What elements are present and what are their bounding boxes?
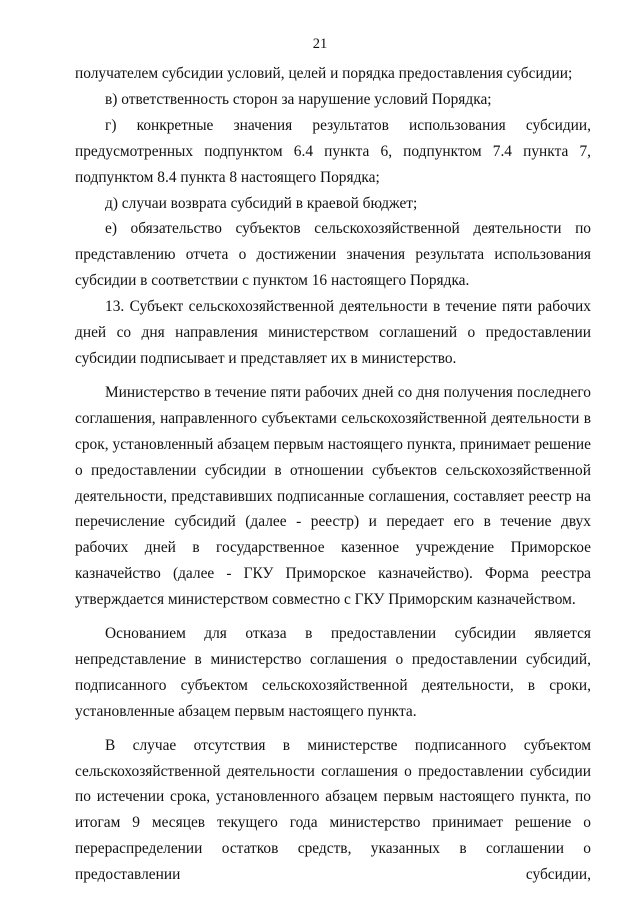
paragraph-item-v: в) ответственность сторон за нарушение условий Порядка;: [105, 90, 492, 108]
paragraph-item-d: д) случаи возврата субсидий в краевой бюджет;: [105, 194, 418, 212]
document-body: [75, 61, 591, 888]
paragraph-item-g: г) конкретные значения результатов использования субсидии, предусмотренных подпунктом 6.4 пункта 6, подпунктом 7.4 пункта 7, подпунктом 8.4 пункта 8 настоящего Порядка;: [75, 116, 591, 186]
page-number: 21: [312, 36, 328, 52]
paragraph-item-e: е) обязательство субъектов сельскохозяйственной деятельности по представлению отчета о достижении значения результата использования субсидии в соответствии с пунктом 16 настоящего Порядка.: [75, 220, 591, 290]
paragraph-clause-13: 13. Субъект сельскохозяйственной деятельности в течение пяти рабочих дней со дня направления министерством соглашений о предоставлении субсидии подписывает и представляет их в министерство.: [75, 298, 591, 367]
paragraph-continuation: получателем субсидии условий, целей и порядка предоставления субсидии;: [75, 65, 573, 82]
paragraph-ministry-decision: Министерство в течение пяти рабочих дней со дня получения последнего соглашения, направленного субъектами сельскохозяйственной деятельности в срок, установленный абзацем первым настоящего пункта, принимает решение о предоставлении субсидии в отношении субъектов сельскохозяйственной деятельности, представивших подписанные соглашения, составляет реестр на перечисление субсидий (далее - реестр) и передает его в течение двух рабочих дней в государственное казенное учреждение Приморское казначейство (далее - ГКУ Приморское казначейство). Форма реестра утверждается министерством совместно с ГКУ Приморским казначейством.: [75, 383, 591, 609]
paragraph-redistribution: В случае отсутствия в министерстве подписанного субъектом сельскохозяйственной деятельности соглашения о предоставлении субсидии по истечении срока, установленного абзацем первым настоящего пункта, по итогам 9 месяцев текущего года министерство принимает решение о перераспределении остатков средств, указанных в соглашении о предоставлении субсидии,: [75, 736, 591, 884]
paragraph-refusal-grounds: Основанием для отказа в предоставлении субсидии является непредставление в министерство соглашения о предоставлении субсидий, подписанного субъектом сельскохозяйственной деятельности, в сроки, установленные абзацем первым настоящего пункта.: [75, 625, 591, 720]
